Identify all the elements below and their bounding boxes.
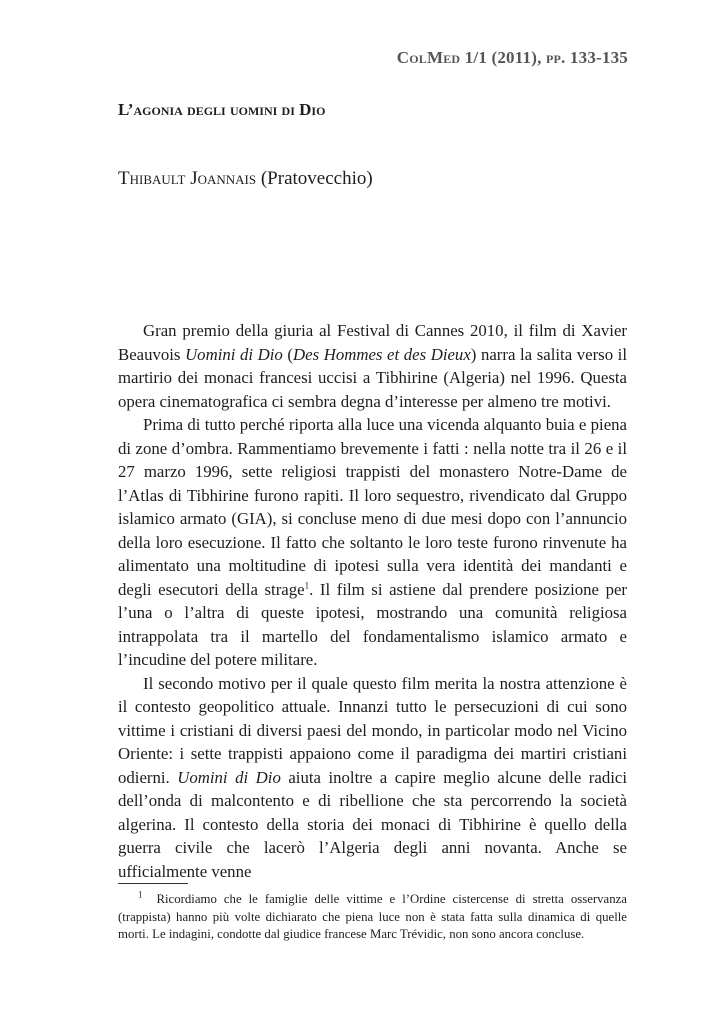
paragraph-2-text-a: Prima di tutto perché riporta alla luce una vicenda alquanto buia e piena di zone d’ombra. Rammentiamo brevemente i fatti : nella notte tra il 26 e il 27 marzo 1996, sette religiosi trappisti del monastero Notre-Dame de l’Atlas di Tibhirine furono rapiti. Il loro sequestro, rivendicato dal Gruppo islamico armato (GIA), si concluse meno di due mesi dopo con l’annuncio della loro esecuzione. Il fatto che soltanto le loro teste furono rinvenute ha alimentato una moltitudine di ipotesi sulla vera identità dei mandanti e degli esecutori della strage bbox=[118, 415, 627, 599]
paragraph-2-text-b: . Il film si astiene dal prendere posizione per l’una o l’altra di queste ipotesi, mostrando una comunità religiosa intrappolata tra il martello del fondamentalismo islamico armato e l’incudine del potere militare. bbox=[118, 579, 627, 669]
footnote-reference: 1 bbox=[304, 579, 310, 590]
film-title-italian-2: Uomini di Dio bbox=[177, 767, 281, 787]
paragraph-1-text-b: ( bbox=[282, 344, 294, 364]
paragraph-1-text-c: ) narra la salita verso il martirio dei monaci francesi uccisi a Tibhirine (Algeria) nel 1996. Questa opera cinematografica ci sembra degna d’interesse per almeno tre motivi. bbox=[118, 344, 628, 411]
author-line bbox=[118, 168, 373, 190]
article-title: L’agonia degli uomini di Dio bbox=[118, 100, 326, 119]
footnote-text: Ricordiamo che le famiglie delle vittime e l’Ordine cistercense di stretta osservanza (trappista) hanno più volte dichiarato che piena luce non è stata fatta sulla dinamica di quelle morti. Le indagini, condotte dal giudice francese Marc Trévidic, non sono ancora concluse. bbox=[118, 892, 627, 941]
paragraph-3 bbox=[118, 672, 627, 884]
author-name: Thibault Joannais bbox=[118, 168, 257, 189]
paragraph-2 bbox=[118, 413, 627, 672]
article-body bbox=[118, 319, 627, 883]
footnote bbox=[118, 891, 627, 944]
paragraph-1-text-a: Gran premio della giuria al Festival di Cannes 2010, il film di Xavier Beauvois bbox=[118, 321, 627, 364]
footnote-rule bbox=[118, 883, 188, 884]
paragraph-3-text-a: Il secondo motivo per il quale questo film merita la nostra attenzione è il contesto geopolitico attuale. Innanzi tutto le persecuzioni di cui sono vittime i cristiani di diversi paesi del mondo, in particolar modo nel Vicino Oriente: i sette trappisti appaiono come il paradigma dei martiri cristiani odierni. bbox=[118, 673, 627, 787]
paragraph-3-text-b: aiuta inoltre a capire meglio alcune delle radici dell’onda di malcontento e di ribellione che sta percorrendo la società algerina. Il contesto della storia dei monaci di Tibhirine è quello della guerra civile che lacerò l’Algeria degli anni novanta. Anche se ufficialmente venne bbox=[118, 767, 627, 881]
footnote-marker: 1 bbox=[138, 889, 143, 900]
author-affiliation: (Pratovecchio) bbox=[260, 168, 373, 189]
film-title-italian: Uomini di Dio bbox=[185, 344, 283, 364]
film-title-french: Des Hommes et des Dieux bbox=[293, 344, 471, 364]
journal-header: ColMed 1/1 (2011), pp. 133-135 bbox=[396, 48, 628, 67]
paragraph-1 bbox=[118, 319, 627, 413]
